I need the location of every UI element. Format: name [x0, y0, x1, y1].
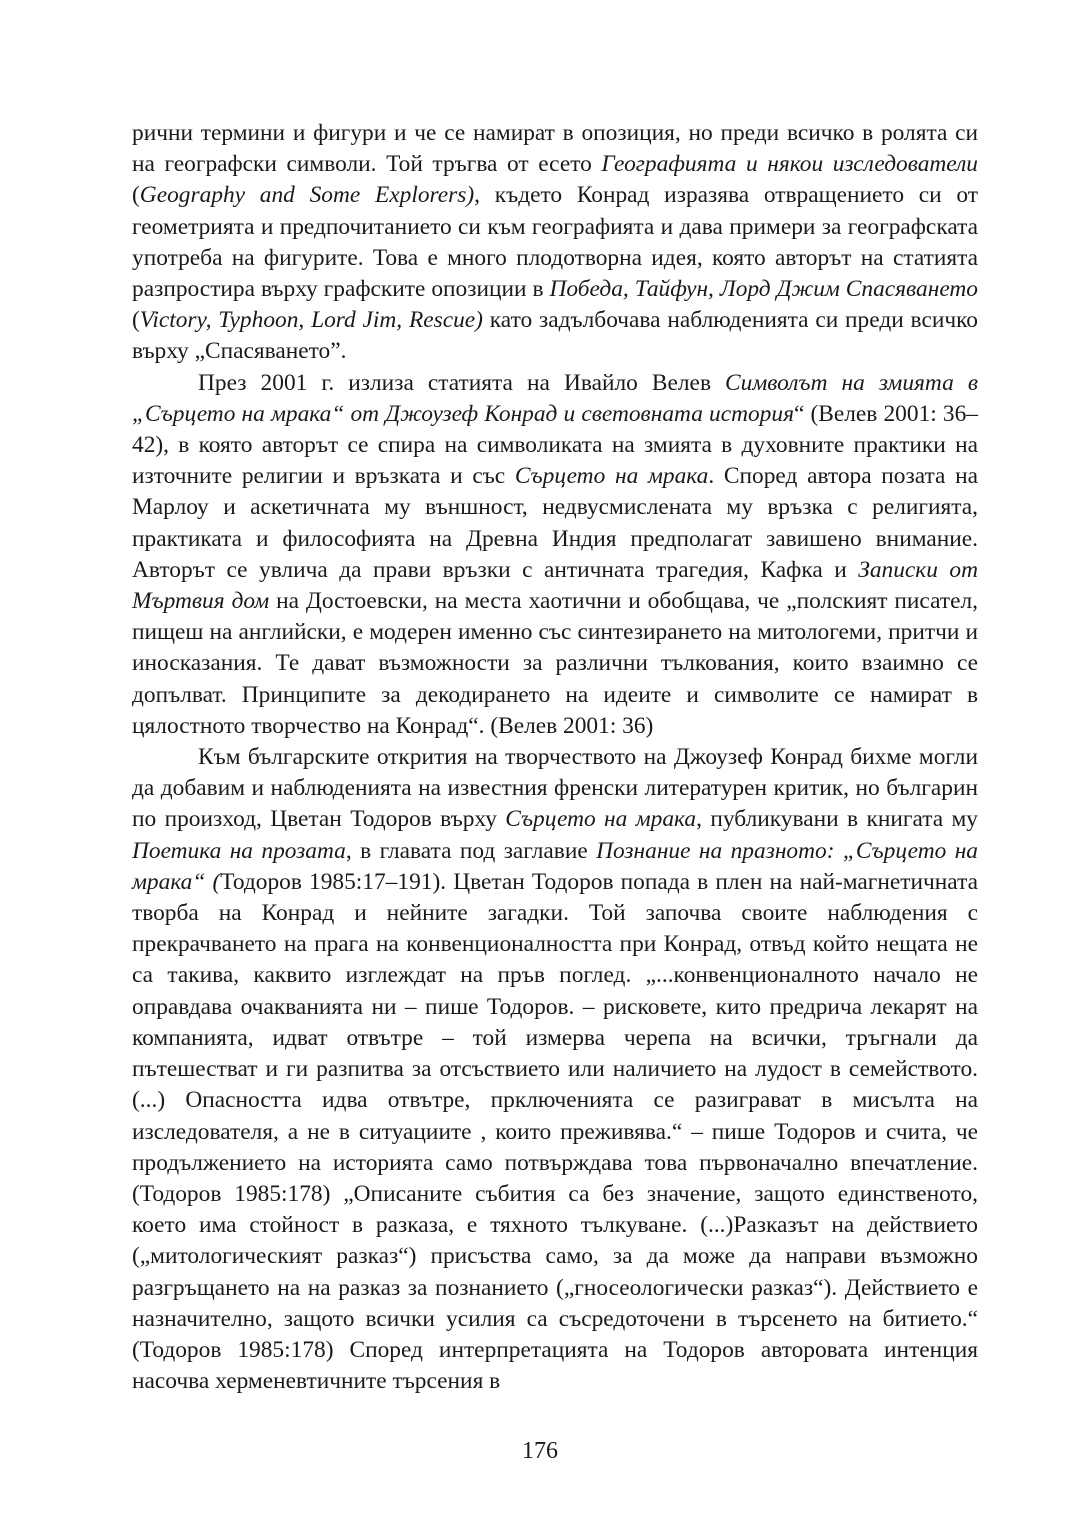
italic-title: Сърцето на мрака [514, 463, 709, 490]
text-segment: , публикувани в книгата му [696, 806, 978, 833]
paragraph-1 [132, 118, 978, 368]
italic-title: Поетика на прозата [132, 837, 346, 864]
text-segment: Към българските открития на творчеството на Джоузеф Конрад бихме могли да добавим и наблюденията на известния френски литературен критик, но българин по произход, Цветан Тодоров върху [132, 744, 978, 833]
italic-title: Geography and Some Explorers) [139, 182, 475, 209]
text-segment: . Според автора позата на Марлоу и аскетичната му външност, недвусмислената му връзка с религията, практиката и философията на Древна Индия предполагат завишено внимание. Авторът се увлича да прави връзки с античната трагедия, Кафка и [132, 463, 979, 583]
page-body [132, 118, 978, 1397]
text-segment: , в главата под заглавие [345, 837, 597, 864]
italic-title: Победа, Тайфун, Лорд Джим Спасяването [549, 276, 978, 303]
text-segment: “ (Велев 2001: 36–42), в която авторът се спира на символиката на змията в духовните практики на източните религии и връзката и със [132, 400, 978, 490]
text-segment: , където Конрад изразява отвращението си от геометрията и предпочитанието си към географията и дава примери за географската употреба на фигурите. Това е много плодотворна идея, която авторът на статията разпростира върху графските опозиции в [132, 182, 978, 303]
italic-title: Символът на змията в „Сърцето на мрака“ от Джоузеф Конрад и световната история [132, 369, 978, 427]
text-segment: на Достоевски, на места хаотични и обобщава, че „полският писател, пищеш на английски, е модерен именно със синтезирането на митологеми, притчи и иносказания. Те дават възможности за различни тълкования, които взаимно се допълват. Принципите за декодирането на идеите и символите се намират в цялостното творчество на Конрад“. (Велев 2001: 36) [132, 588, 978, 739]
text-segment: През 2001 г. излиза статията на Ивайло Велев [198, 369, 726, 396]
italic-title: Сърцето на мрака [505, 806, 697, 833]
italic-title: Познание на празното: „Сърцето на мрака“ ( [132, 837, 978, 895]
italic-title: Victory, Typhoon, Lord Jim, Rescue) [139, 307, 483, 334]
text-segment: ( [132, 307, 140, 334]
italic-title: Географията и някои изследователи [601, 151, 978, 178]
italic-title: Записки от Мъртвия дом [132, 556, 978, 615]
text-segment: Тодоров 1985:17–191). Цветан Тодоров попада в плен на най-магнетичната творба на Конрад и нейните загадки. Той започва своите наблюдения с прекрачването на прага на конвенционалността при Конрад, отвъд който нещата не са такива, каквито изглеждат на пръв поглед. „...конвенционалното начало не оправдава очакванията ни – пише Тодоров. – рисковете, кито предрича лекарят на компанията, идват отвътре – той измерва черепа на всички, тръгнали да пътешестват и ги разпитва за отсъствието или наличието на лудост в семейството. (...) Опасността идва отвътре, прключенията се разиграват в мисълта на изследователя, а не в ситуациите , които преживява.“ – пише Тодоров и счита, че продължението на историята само потвърждава това първоначално впечатление. (Тодоров 1985:178) „Описаните събития са без значение, защото единственото, което има стойност в разказа, е тяхното тълкуване. (...)Разказът на действието („митологическият разказ“) присъства само, за да може да направи възможно разгръщането на на разказ за познанието („гносеологически разказ“). Действието е назначително, защото всички усилия са съсредоточени в търсенето на битието.“ (Тодоров 1985:178) Според интерпретацията на Тодоров авторовата интенция насочва херменевтичните търсения в [132, 868, 978, 1395]
paragraph-2 [132, 368, 978, 742]
page-number: 176 [522, 1438, 558, 1464]
text-segment: ( [132, 182, 140, 209]
text-segment: рични термини и фигури и че се намират в опозиция, но преди всичко в ролята си на географски символи. Той тръгва от есето [132, 120, 978, 178]
paragraph-3 [132, 742, 978, 1397]
text-segment: като задълбочава наблюденията си преди всичко върху „Спасяването”. [132, 307, 979, 365]
